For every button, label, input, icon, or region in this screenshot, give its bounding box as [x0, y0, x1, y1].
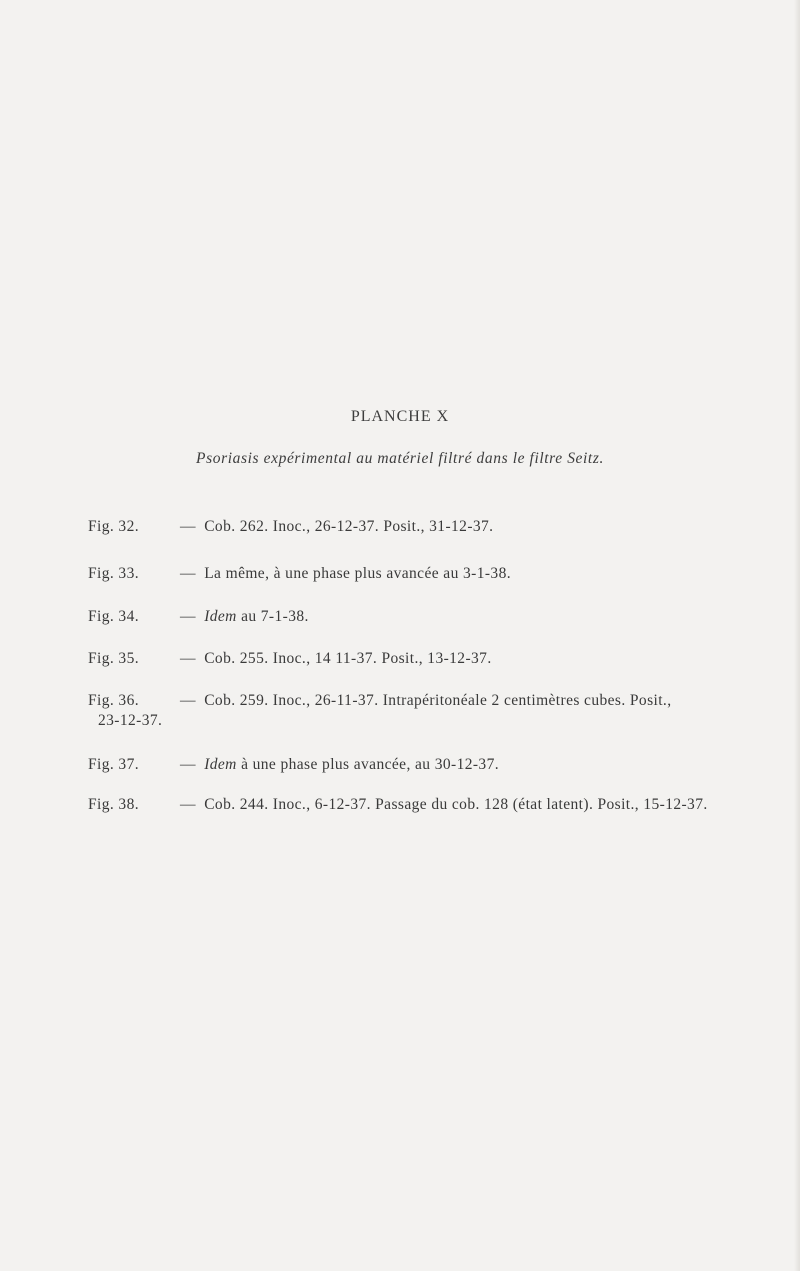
caption-dash: — — [180, 565, 196, 582]
caption-italic: Idem — [204, 756, 237, 773]
figure-caption-37 — [88, 755, 738, 775]
figure-caption-38 — [88, 795, 738, 815]
figure-label: Fig. 32. — [88, 518, 140, 535]
figure-label: Fig. 36. — [88, 692, 140, 709]
figure-label: Fig. 34. — [88, 608, 140, 625]
caption-dash: — — [180, 796, 196, 813]
caption-dash: — — [180, 692, 196, 709]
figure-caption-34 — [88, 607, 738, 627]
caption-continuation: 23-12-37. — [98, 712, 163, 729]
figure-label: Fig. 38. — [88, 796, 140, 813]
caption-text: Cob. 244. Inoc., 6-12-37. Passage du cob. 128 (état latent). Posit., 15-12-37. — [204, 796, 708, 813]
figure-label: Fig. 33. — [88, 565, 140, 582]
plate-subtitle: Psoriasis expérimental au matériel filtré dans le filtre Seitz. — [196, 450, 604, 467]
caption-dash: — — [180, 608, 196, 625]
caption-dash: — — [180, 650, 196, 667]
figure-caption-32 — [88, 517, 738, 537]
caption-text: La même, à une phase plus avancée au 3-1-38. — [204, 565, 511, 582]
figure-caption-36 — [88, 691, 738, 731]
caption-dash: — — [180, 518, 196, 535]
figure-caption-35 — [88, 649, 738, 669]
caption-text: Cob. 259. Inoc., 26-11-37. Intrapéritonéale 2 centimètres cubes. Posit., — [204, 692, 672, 709]
figure-label: Fig. 37. — [88, 756, 140, 773]
caption-text: Cob. 255. Inoc., 14 11-37. Posit., 13-12-37. — [204, 650, 492, 667]
caption-text: au 7-1-38. — [241, 608, 309, 625]
plate-title: PLANCHE X — [350, 408, 450, 425]
caption-text: à une phase plus avancée, au 30-12-37. — [241, 756, 500, 773]
figure-caption-33 — [88, 564, 738, 584]
caption-italic: Idem — [204, 608, 237, 625]
figure-label: Fig. 35. — [88, 650, 140, 667]
caption-dash: — — [180, 756, 196, 773]
page-edge-shadow — [794, 0, 800, 1271]
caption-text: Cob. 262. Inoc., 26-12-37. Posit., 31-12-37. — [204, 518, 494, 535]
